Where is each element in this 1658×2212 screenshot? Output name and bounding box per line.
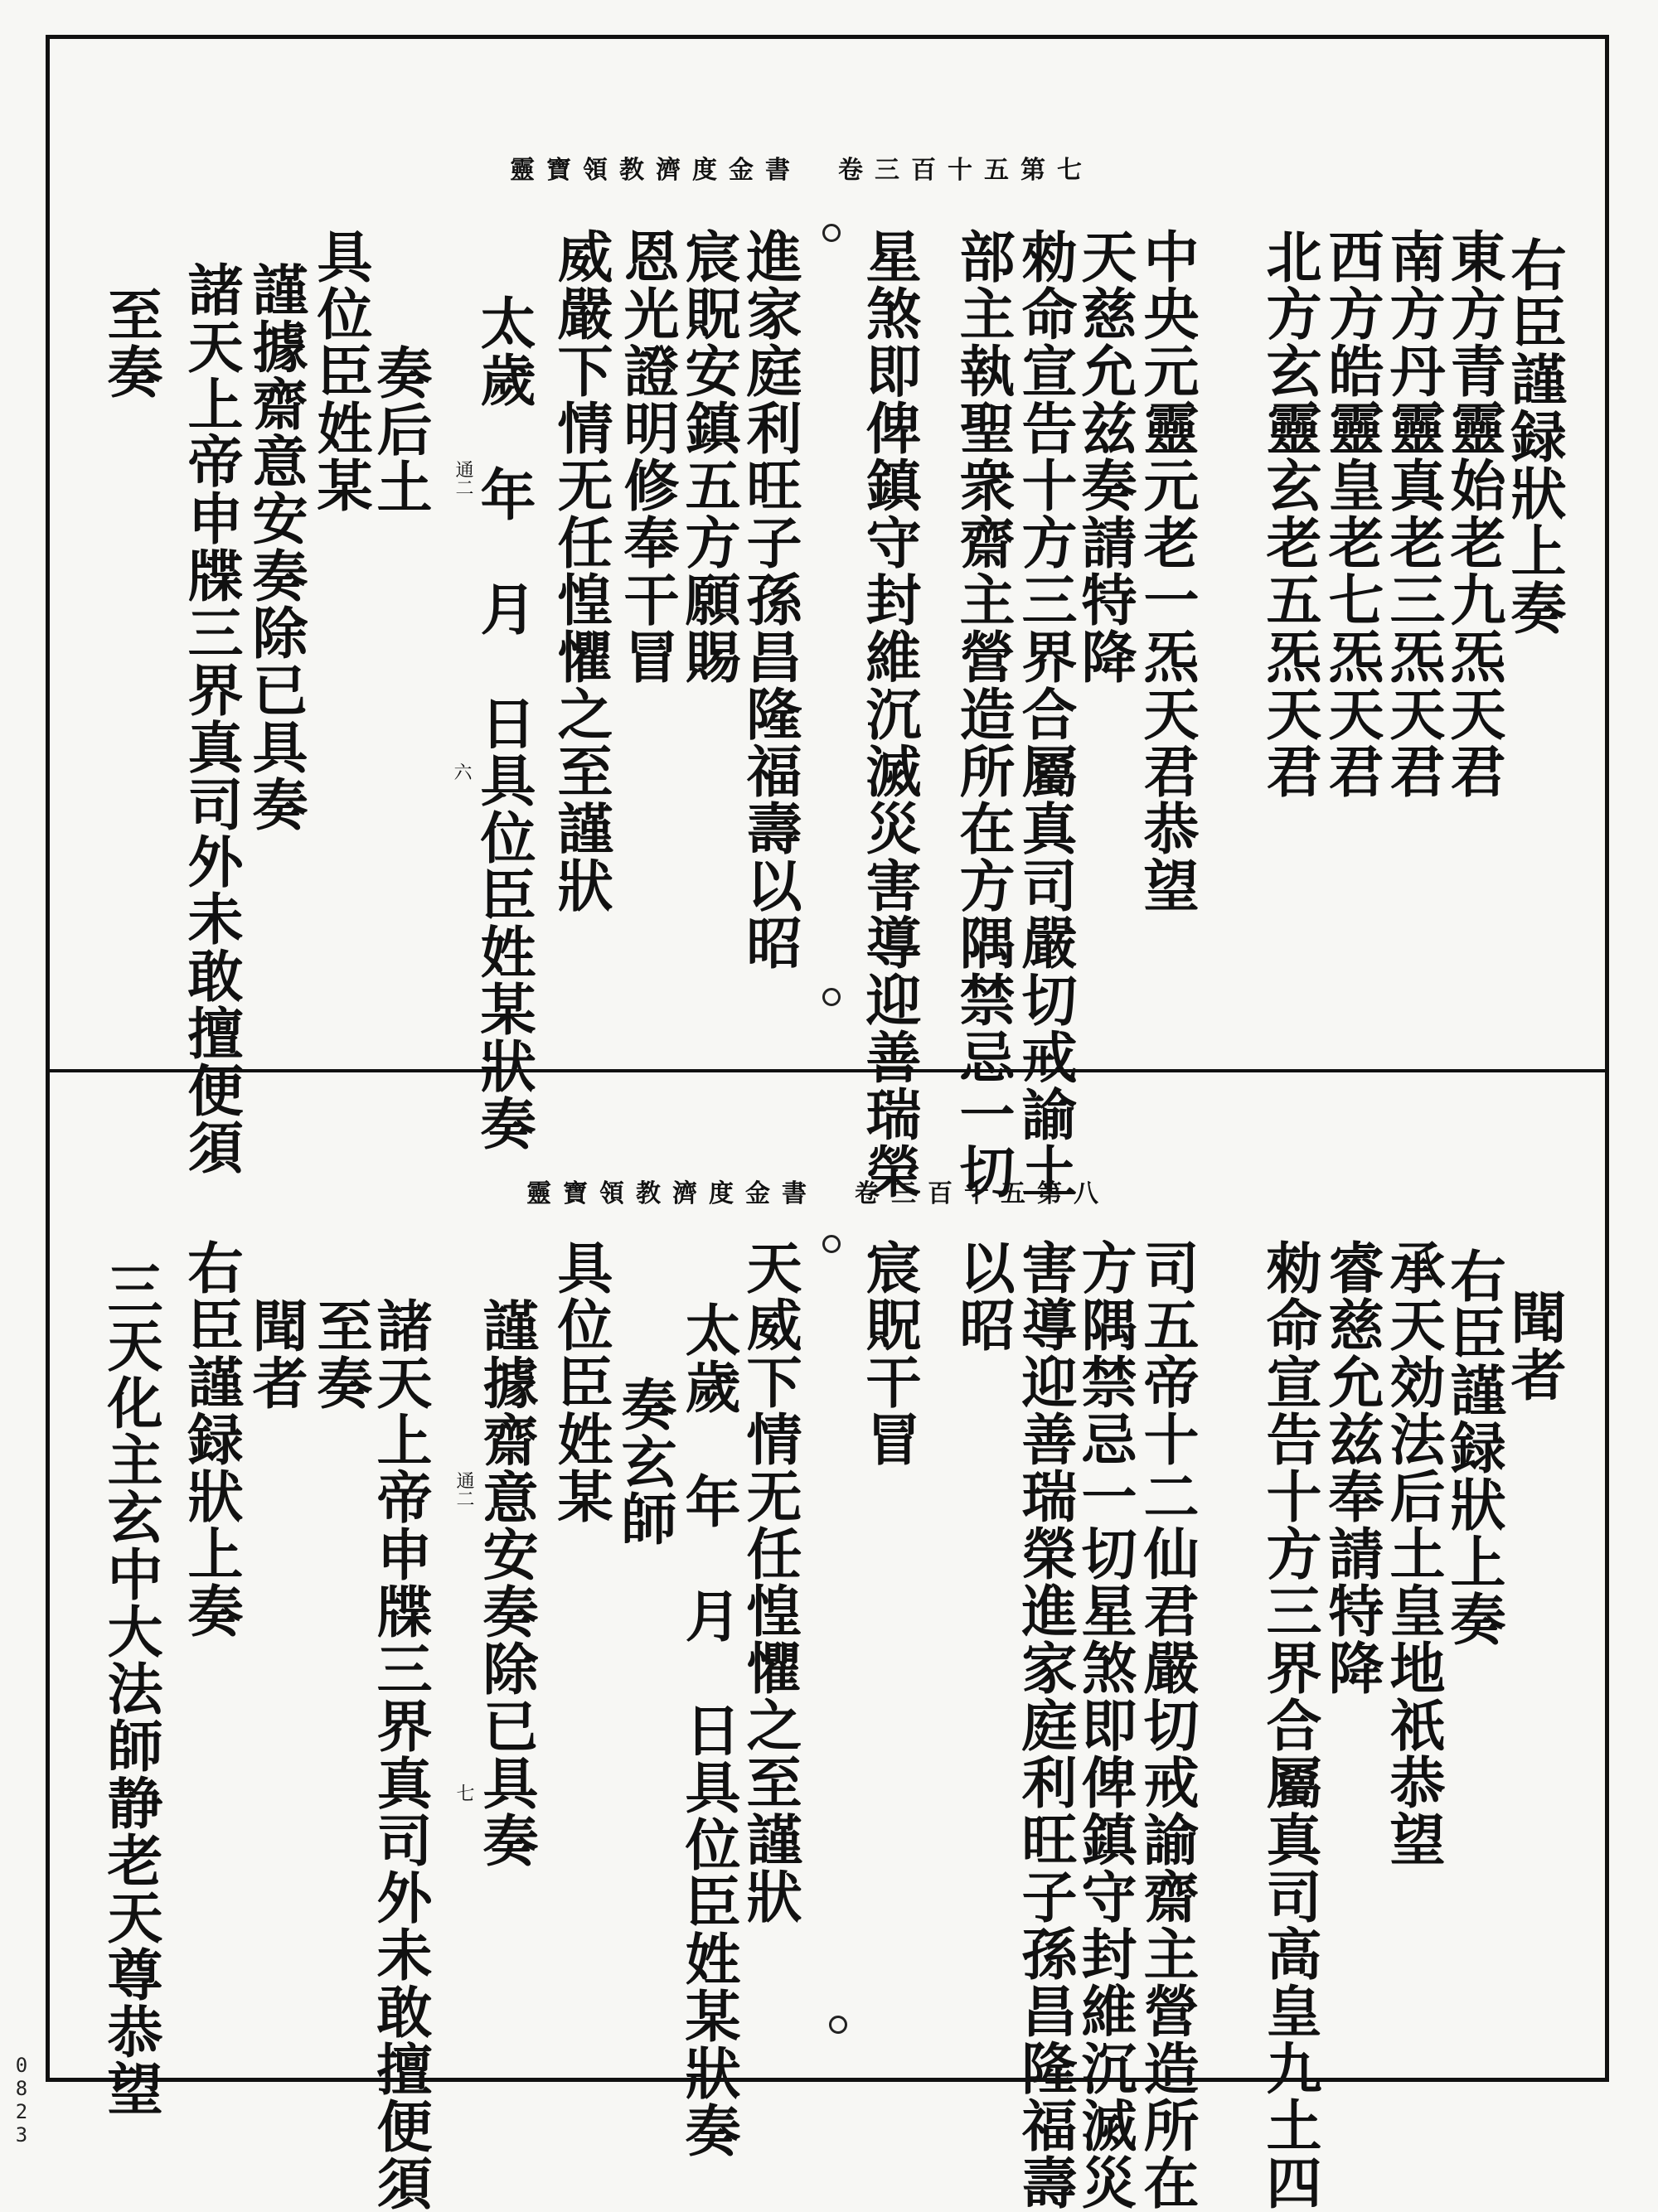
upper-col-11: 進家庭利旺子孫昌隆福壽以昭	[738, 228, 803, 971]
upper-col-2: 東方青靈始老九炁天君	[1442, 228, 1507, 800]
half-divider	[46, 1069, 1609, 1072]
upper-mark-number: 六	[451, 762, 472, 781]
upper-col-20: 至奏	[99, 286, 164, 400]
upper-col-3: 南方丹靈真老三炁天君	[1381, 228, 1447, 800]
lower-col-14: 具位臣姓某	[549, 1239, 614, 1525]
upper-col-5: 北方玄靈玄老五炁天君	[1258, 228, 1323, 800]
upper-col-15: 太歲 年 月 日具位臣姓某狀奏	[472, 294, 537, 1152]
lower-col-13: 奏玄師	[613, 1376, 678, 1547]
lower-header: 靈寶領教濟度金書 卷三百十五第八	[526, 1179, 1110, 1208]
lower-col-12: 太歲 年 月 日具位臣姓某狀奏	[676, 1301, 742, 2159]
lower-col-17: 至奏	[308, 1297, 374, 1411]
lower-circle-mark-1	[822, 1235, 841, 1253]
lower-mark-tong: 通二	[453, 1471, 474, 1508]
upper-col-16: 奏后土	[368, 344, 434, 515]
upper-header: 靈寶領教濟度金書 卷三百十五第七	[510, 156, 1093, 185]
lower-col-10: 宸貺干冒	[857, 1239, 923, 1468]
lower-col-19: 右臣謹録狀上奏	[179, 1239, 245, 1639]
lower-col-2: 右臣謹録狀上奏	[1442, 1247, 1507, 1648]
lower-col-16: 諸天上帝申牒三界真司外未敢擅便須	[368, 1297, 434, 2212]
upper-col-9: 部主執聖衆齋主營造所在方隅禁忌一切	[951, 228, 1016, 1200]
lower-col-11: 天威下情无任惶懼之至謹狀	[738, 1239, 803, 1925]
lower-col-1: 聞者	[1502, 1289, 1568, 1403]
lower-mark-number: 七	[453, 1784, 474, 1802]
lower-col-3: 承天効法后土皇地祇恭望	[1381, 1239, 1447, 1868]
upper-col-1: 右臣謹録狀上奏	[1502, 236, 1568, 636]
upper-col-17: 具位臣姓某	[308, 228, 374, 514]
upper-col-18: 謹據齋意安奏除已具奏	[244, 261, 309, 833]
lower-col-5: 勑命宣告十方三界合屬真司高皇九土四	[1258, 1239, 1323, 2211]
upper-col-4: 西方皓靈皇老七炁天君	[1320, 228, 1385, 800]
upper-col-6: 中央元靈元老一炁天君恭望	[1135, 228, 1200, 914]
upper-col-14: 威嚴下情无任惶懼之至謹狀	[549, 228, 614, 914]
upper-col-13: 恩光證明修奉干冒	[615, 228, 681, 685]
lower-col-15: 謹據齋意安奏除已具奏	[474, 1297, 540, 1869]
lower-col-18: 聞者	[244, 1297, 309, 1411]
upper-col-19: 諸天上帝申牒三界真司外未敢擅便須	[179, 261, 245, 1176]
lower-col-6: 司五帝十二仙君嚴切戒諭齋主營造所在	[1135, 1239, 1200, 2211]
lower-col-20: 三天化主玄中大法師静老天尊恭望	[99, 1260, 164, 2118]
lower-col-7: 方隅禁忌一切星煞即俾鎮守封維沉滅災	[1073, 1239, 1138, 2211]
upper-col-10: 星煞即俾鎮守封維沉滅災害導迎善瑞榮	[857, 228, 923, 1200]
upper-circle-mark-2	[822, 988, 841, 1006]
page-number: 0823	[15, 2054, 28, 2147]
lower-circle-mark-2	[829, 2016, 847, 2034]
upper-col-12: 宸貺安鎮五方願賜	[676, 228, 742, 685]
upper-col-8: 勑命宣告十方三界合屬真司嚴切戒諭土	[1013, 228, 1079, 1200]
lower-col-4: 睿慈允兹奉請特降	[1320, 1239, 1385, 1697]
lower-col-9: 以昭	[951, 1239, 1016, 1353]
upper-mark-tong: 通二	[453, 460, 473, 496]
upper-circle-mark-1	[822, 224, 841, 242]
lower-col-8: 害導迎善瑞榮進家庭利旺子孫昌隆福壽	[1013, 1239, 1079, 2211]
upper-col-7: 天慈允兹奏請特降	[1073, 228, 1138, 685]
